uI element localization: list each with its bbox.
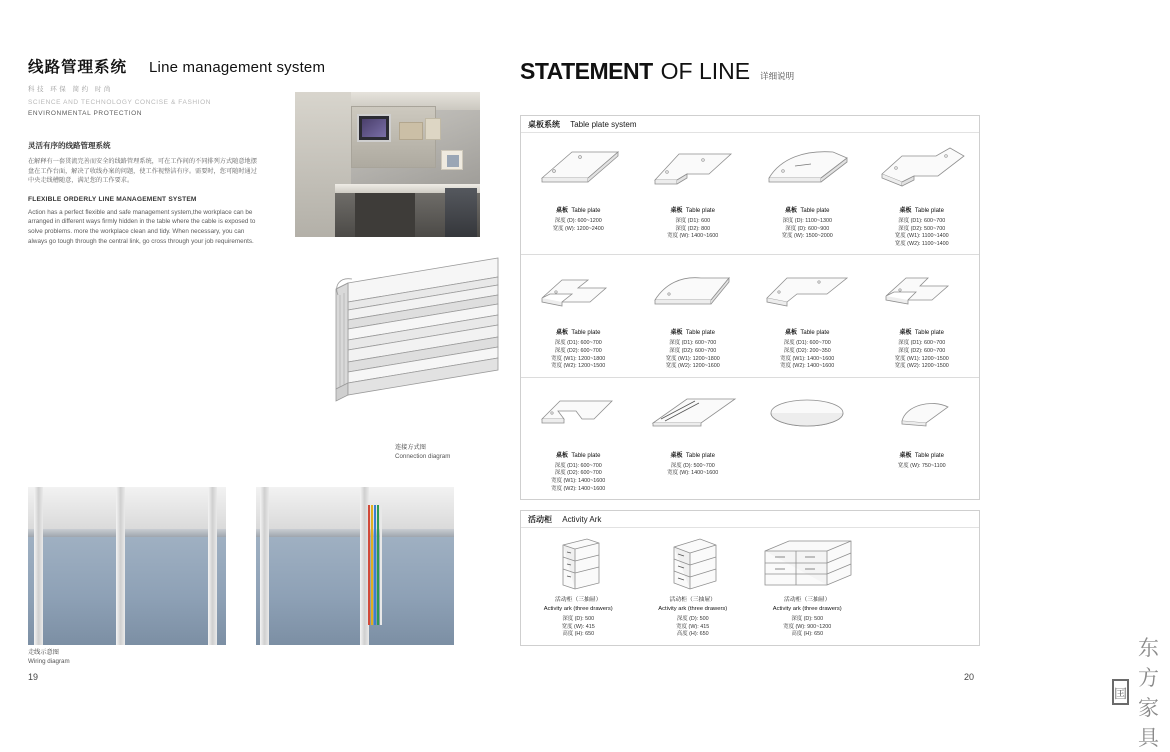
product-cell: [636, 528, 751, 645]
photo-post-2: [116, 487, 125, 645]
product-dimensions: 深度 (D): 500 宽度 (W): 900~1200 高度 (H): 650: [783, 616, 832, 638]
table-plate-fan-icon: [869, 385, 976, 449]
body-heading-chinese: 灵活有序的线路管理系统: [28, 141, 111, 150]
empty-slot: [869, 535, 976, 593]
product-cell: [636, 255, 751, 376]
product-name: 桌板 Table plate: [556, 452, 601, 459]
section-table-plate-system: [520, 115, 980, 500]
product-cell: [521, 528, 636, 645]
product-cell: [636, 378, 751, 499]
subtitle-chinese: 科技 环保 简约 时尚: [28, 86, 113, 93]
heading-statement: STATEMENT: [520, 58, 653, 84]
table-plate-rect-icon: [525, 140, 632, 204]
product-dimensions: 深度 (D1): 600~700 深度 (D2): 600~700 宽度 (W1): 1200~1800 宽度 (W2): 1200~1600: [665, 340, 720, 370]
product-cell: [521, 133, 636, 254]
table-plate-u-icon: [525, 385, 632, 449]
heading-chinese: 详细说明: [760, 71, 795, 81]
body-text-block: [28, 140, 258, 246]
section-title-english: Activity Ark: [562, 515, 602, 524]
product-cell: [521, 378, 636, 499]
table-plate-strip-icon: [640, 385, 747, 449]
product-cell: [865, 378, 980, 499]
table-plate-l-wide-icon: [869, 140, 976, 204]
activity-ark-row-1: [521, 528, 979, 645]
caption-chinese: 连接方式图: [395, 444, 426, 451]
product-dimensions: 深度 (D1): 600~700 深度 (D2): 500~700 宽度 (W1): 1100~1400 宽度 (W2): 1100~1400: [894, 218, 949, 247]
left-page-title: [28, 55, 325, 77]
caption-chinese: 走线示意图: [28, 649, 59, 656]
product-name: 桌板 Table plate: [670, 330, 715, 337]
photo-box-2: [425, 118, 441, 140]
logo-mark-icon: 囯: [1112, 679, 1129, 705]
product-cell-empty: [865, 528, 980, 645]
section-activity-ark: [520, 510, 980, 646]
title-english: Line management system: [149, 59, 326, 76]
product-cell: [750, 378, 865, 499]
photo-chair: [445, 188, 477, 237]
product-name: 活动柜（三抽屉） Activity ark (three drawers): [543, 597, 613, 612]
table-plate-round-icon: [754, 385, 861, 449]
heading-of-line: OF LINE: [660, 58, 751, 84]
table-plate-l-step-icon: [754, 262, 861, 326]
product-name: 桌板 Table plate: [899, 330, 944, 337]
activity-ark-open-shelf-icon: [754, 535, 861, 593]
photo-cable-bundle: [368, 505, 382, 625]
subtitle-block: [28, 84, 278, 119]
section-title-chinese: 活动柜: [528, 515, 552, 524]
product-cell: [636, 133, 751, 254]
photo-box-1: [399, 122, 423, 140]
photo-upper-panel: [256, 487, 454, 529]
photo-rail-strip: [28, 529, 226, 537]
activity-ark-3drawer-icon: [525, 535, 632, 593]
table-plate-row-2: [521, 255, 979, 377]
table-plate-zigzag-icon: [869, 262, 976, 326]
table-plate-curve-icon: [754, 140, 861, 204]
page-number-right: 20: [963, 672, 974, 682]
photo-rail-strip: [256, 529, 454, 537]
body-heading-english: FLEXIBLE ORDERLY LINE MANAGEMENT SYSTEM: [28, 195, 197, 203]
wiring-photo-right: [256, 487, 454, 645]
product-name: 桌板 Table plate: [899, 208, 944, 214]
product-dimensions: 深度 (D): 1100~1300 深度 (D): 600~900 宽度 (W): 1500~2000: [781, 218, 833, 240]
right-page-title: [520, 58, 794, 85]
product-dimensions: 深度 (D): 500 宽度 (W): 415 高度 (H): 650: [561, 616, 595, 638]
logo-text: 东方家具: [1138, 636, 1162, 750]
product-dimensions: 深度 (D1): 600~700 深度 (D2): 600~700 宽度 (W1): 1200~1800 宽度 (W2): 1200~1500: [551, 340, 606, 370]
caption-english: Connection diagram: [395, 453, 451, 460]
table-plate-row-3: [521, 378, 979, 499]
product-name: 桌板 Table plate: [670, 208, 715, 214]
section-title: [521, 116, 979, 133]
right-page: [500, 0, 1162, 750]
body-paragraph-chinese: 在解释有一套贯流完善而安全的线路管理系统，可在工作间的不同排列方式随意地摆盘在工作台面，解决了收线办案的问题，使工作视整洁有序。需要时，您可随时通过中央走线槽随意，满足您的工作要求。: [28, 158, 257, 185]
product-name: 桌板 Table plate: [556, 208, 601, 214]
product-name: 桌板 Table plate: [899, 452, 944, 459]
wiring-diagram-caption: [28, 648, 70, 666]
product-name: 桌板 Table plate: [670, 452, 715, 459]
product-name: 活动柜（三抽屉） Activity ark (three drawers): [772, 597, 842, 612]
section-title: [521, 511, 979, 528]
photo-post-1: [260, 487, 269, 645]
table-plate-row-1: [521, 133, 979, 255]
product-dimensions: 深度 (D1): 600~700 深度 (D2): 200~350 宽度 (W1): 1400~1600 宽度 (W2): 1400~1600: [780, 340, 835, 370]
photo-monitor: [357, 114, 391, 142]
activity-ark-3drawer-b-icon: [640, 535, 747, 593]
brand-logo: [1112, 632, 1170, 752]
subtitle-english-1: SCIENCE AND TECHNOLOGY CONCISE & FASHION: [28, 99, 212, 106]
product-dimensions: 深度 (D1): 600~700 深度 (D2): 600~700 宽度 (W1): 1200~1500 宽度 (W2): 1200~1500: [894, 340, 949, 370]
product-cell: [750, 255, 865, 376]
subtitle-english-2: ENVIRONMENTAL PROTECTION: [28, 110, 143, 117]
product-dimensions: 深度 (D1): 600~700 深度 (D2): 600~700 宽度 (W1): 1400~1600 宽度 (W2): 1400~1600: [551, 462, 606, 492]
product-name: 活动柜（三抽屉） Activity ark (three drawers): [658, 597, 728, 612]
product-dimensions: 宽度 (W): 750~1100: [897, 462, 946, 469]
photo-desk-underside: [355, 193, 415, 237]
connection-diagram-caption: [395, 443, 450, 461]
section-title-chinese: 桌板系统: [528, 120, 560, 129]
section-title-english: Table plate system: [570, 120, 637, 129]
product-cell: [750, 528, 865, 645]
table-plate-z-icon: [525, 262, 632, 326]
photo-picture-frame: [441, 150, 463, 170]
left-page: [0, 0, 500, 707]
product-cell: [521, 255, 636, 376]
table-plate-corner-l-icon: [640, 140, 747, 204]
page-number-left: 19: [28, 672, 39, 682]
product-name: 桌板 Table plate: [785, 330, 830, 337]
product-cell: [750, 133, 865, 254]
body-paragraph-english: Action has a perfect flexible and safe management system,the workplace can be arranged in different ways firmly hidden in the table where the cable is exposed to solve problems. more the workplace clean and tidy. When necessary, you can always go tough through the central link, go cross through your job requirements.: [28, 208, 256, 245]
product-dimensions: 深度 (D): 500~700 宽度 (W): 1400~1600: [667, 462, 719, 477]
product-dimensions: 深度 (D): 500 宽度 (W): 415 高度 (H): 650: [676, 616, 710, 638]
photo-fabric-panel: [28, 537, 226, 645]
title-chinese: 线路管理系统: [28, 59, 128, 76]
product-cell: [865, 255, 980, 376]
product-name: 桌板 Table plate: [556, 330, 601, 337]
cable-rail-drawing: [330, 255, 480, 450]
photo-fabric-panel: [256, 537, 454, 645]
table-plate-wave-icon: [640, 262, 747, 326]
product-cell: [865, 133, 980, 254]
product-name: 桌板 Table plate: [785, 208, 830, 214]
product-dimensions: 深度 (D1): 600 深度 (D2): 800 宽度 (W): 1400~1600: [667, 218, 719, 240]
caption-english: Wiring diagram: [28, 658, 70, 665]
photo-post-1: [34, 487, 43, 645]
wiring-photo-left: [28, 487, 226, 645]
photo-post-3: [208, 487, 217, 645]
office-workstation-photo: [295, 92, 480, 237]
product-dimensions: 深度 (D): 600~1200 宽度 (W): 1200~2400: [552, 218, 604, 232]
photo-upper-panel: [28, 487, 226, 529]
